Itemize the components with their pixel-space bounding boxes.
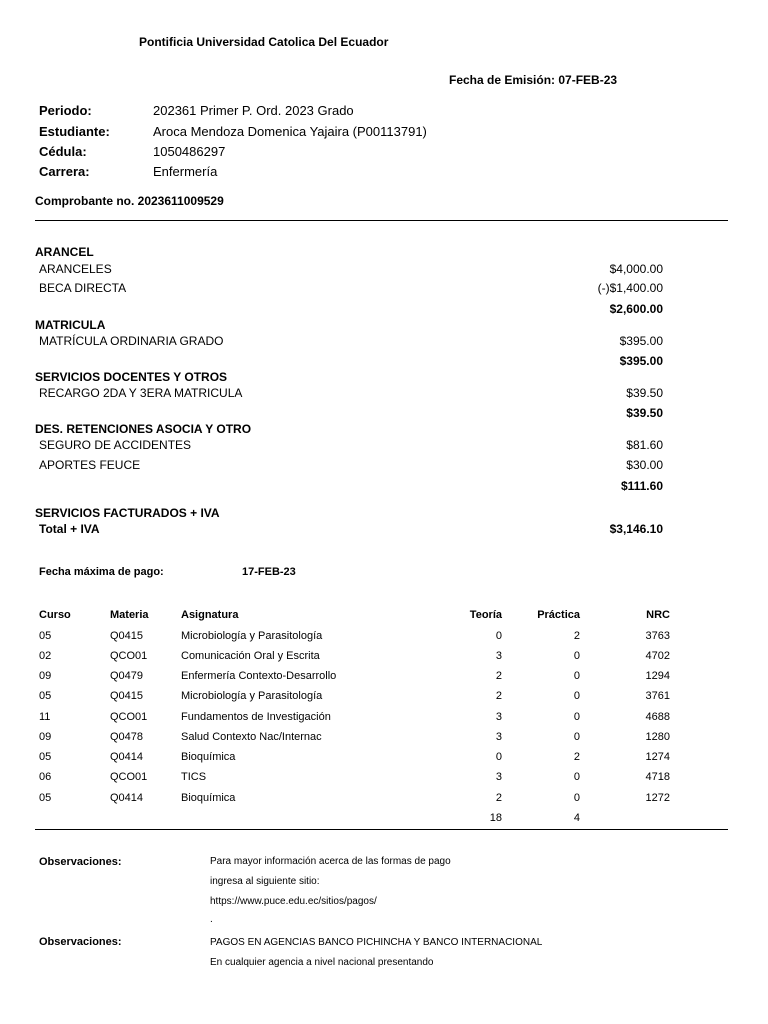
- estudiante-value: Aroca Mendoza Domenica Yajaira (P00113791): [153, 124, 427, 139]
- cell-nrc: 1294: [645, 670, 670, 682]
- periodo-label: Periodo:: [39, 103, 92, 118]
- cell-nrc: 3763: [645, 630, 670, 642]
- cell-practica: 0: [573, 670, 580, 682]
- cell-teoria: 2: [495, 670, 502, 682]
- cell-practica: 2: [573, 751, 580, 763]
- section-subtotal: $39.50: [626, 406, 663, 420]
- cell-materia: Q0414: [110, 792, 144, 804]
- table-row: [0, 731, 768, 751]
- cell-curso: 05: [39, 630, 52, 642]
- cell-curso: 09: [39, 731, 52, 743]
- cell-nrc: 1274: [645, 751, 670, 763]
- cell-practica: 0: [573, 690, 580, 702]
- section-retenciones-title: DES. RETENCIONES ASOCIA Y OTRO: [35, 422, 252, 436]
- section-facturados-title: SERVICIOS FACTURADOS + IVA: [35, 506, 220, 520]
- table-row: [0, 792, 768, 812]
- cell-teoria: 3: [495, 731, 502, 743]
- cell-practica: 0: [573, 771, 580, 783]
- emission-date: Fecha de Emisión: 07-FEB-23: [449, 73, 618, 87]
- cell-curso: 11: [39, 711, 51, 723]
- observation-line: Para mayor información acerca de las formas de pago: [210, 856, 451, 867]
- comprobante-number: Comprobante no. 2023611009529: [35, 194, 224, 208]
- total-amount: $3,146.10: [609, 522, 663, 536]
- cell-materia: Q0415: [110, 630, 144, 642]
- cell-nrc: 4702: [645, 650, 670, 662]
- observation-line: En cualquier agencia a nivel nacional presentando: [210, 957, 434, 968]
- cell-teoria: 2: [495, 792, 502, 804]
- cell-practica: 0: [573, 792, 580, 804]
- cedula-label: Cédula:: [39, 144, 87, 159]
- observations-label: Observaciones:: [39, 936, 122, 948]
- section-subtotal: $2,600.00: [609, 302, 663, 316]
- section-subtotal: $395.00: [619, 354, 663, 368]
- total-teoria: 18: [489, 812, 502, 824]
- cell-practica: 0: [573, 711, 580, 723]
- cell-practica: 0: [573, 731, 580, 743]
- cell-asignatura: Bioquímica: [181, 792, 236, 804]
- carrera-value: Enfermería: [153, 164, 218, 179]
- cell-curso: 05: [39, 792, 52, 804]
- carrera-label: Carrera:: [39, 164, 90, 179]
- cell-curso: 06: [39, 771, 52, 783]
- section-matricula-title: MATRICULA: [35, 318, 106, 332]
- cell-asignatura: TICS: [181, 771, 207, 783]
- cell-curso: 09: [39, 670, 52, 682]
- charge-label: BECA DIRECTA: [39, 281, 127, 295]
- charge-label: ARANCELES: [39, 262, 112, 276]
- charge-amount: $4,000.00: [609, 262, 663, 276]
- cell-materia: Q0414: [110, 751, 144, 763]
- header-asignatura: Asignatura: [181, 609, 239, 621]
- observation-line: ingresa al siguiente sitio:: [210, 876, 320, 887]
- university-name: Pontificia Universidad Catolica Del Ecuador: [139, 35, 389, 49]
- cell-nrc: 3761: [645, 690, 670, 702]
- cell-teoria: 2: [495, 690, 502, 702]
- cell-asignatura: Bioquímica: [181, 751, 236, 763]
- section-arancel-title: ARANCEL: [35, 245, 94, 259]
- cell-materia: QCO01: [110, 771, 148, 783]
- section-subtotal: $111.60: [620, 479, 663, 493]
- cell-asignatura: Fundamentos de Investigación: [181, 711, 331, 723]
- cell-curso: 05: [39, 690, 52, 702]
- courses-header-row: [0, 609, 768, 629]
- cell-curso: 05: [39, 751, 52, 763]
- cell-asignatura: Microbiología y Parasitología: [181, 690, 323, 702]
- divider-top: [35, 220, 728, 221]
- cell-teoria: 0: [495, 751, 502, 763]
- charge-amount: $39.50: [626, 386, 663, 400]
- charge-amount: (-)$1,400.00: [597, 281, 663, 295]
- table-row: [0, 751, 768, 771]
- cell-teoria: 0: [495, 630, 502, 642]
- payment-deadline-value: 17-FEB-23: [242, 566, 296, 578]
- observation-line: .: [210, 914, 213, 925]
- cell-materia: Q0415: [110, 690, 144, 702]
- charge-label: APORTES FEUCE: [39, 458, 141, 472]
- cell-nrc: 4718: [645, 771, 670, 783]
- charge-amount: $81.60: [626, 438, 663, 452]
- observation-line: PAGOS EN AGENCIAS BANCO PICHINCHA Y BANCO INTERNACIONAL: [210, 937, 543, 948]
- total-label: Total + IVA: [39, 522, 100, 536]
- table-row: [0, 630, 768, 650]
- charge-label: SEGURO DE ACCIDENTES: [39, 438, 192, 452]
- observations-label: Observaciones:: [39, 856, 122, 868]
- divider-bottom: [35, 829, 728, 830]
- cedula-value: 1050486297: [153, 144, 226, 159]
- table-row: [0, 771, 768, 791]
- table-row: [0, 711, 768, 731]
- periodo-value: 202361 Primer P. Ord. 2023 Grado: [153, 103, 354, 118]
- cell-practica: 2: [573, 630, 580, 642]
- cell-practica: 0: [573, 650, 580, 662]
- header-curso: Curso: [39, 609, 71, 621]
- observation-link[interactable]: https://www.puce.edu.ec/sitios/pagos/: [210, 896, 377, 907]
- charge-amount: $395.00: [619, 334, 663, 348]
- cell-materia: Q0478: [110, 731, 144, 743]
- cell-asignatura: Salud Contexto Nac/Internac: [181, 731, 322, 743]
- charge-label: RECARGO 2DA Y 3ERA MATRICULA: [39, 386, 243, 400]
- cell-nrc: 4688: [645, 711, 670, 723]
- cell-nrc: 1280: [645, 731, 670, 743]
- header-materia: Materia: [110, 609, 149, 621]
- header-nrc: NRC: [646, 609, 670, 621]
- cell-asignatura: Microbiología y Parasitología: [181, 630, 323, 642]
- header-teoria: Teoría: [469, 609, 502, 621]
- table-row: [0, 690, 768, 710]
- section-servicios-title: SERVICIOS DOCENTES Y OTROS: [35, 370, 228, 384]
- header-practica: Práctica: [537, 609, 580, 621]
- cell-teoria: 3: [495, 711, 502, 723]
- cell-materia: QCO01: [110, 711, 148, 723]
- table-row: [0, 670, 768, 690]
- table-row: [0, 650, 768, 670]
- cell-teoria: 3: [495, 771, 502, 783]
- cell-materia: Q0479: [110, 670, 144, 682]
- cell-teoria: 3: [495, 650, 502, 662]
- charge-amount: $30.00: [626, 458, 663, 472]
- cell-asignatura: Enfermería Contexto-Desarrollo: [181, 670, 337, 682]
- payment-deadline-label: Fecha máxima de pago:: [39, 566, 164, 578]
- cell-nrc: 1272: [645, 792, 670, 804]
- cell-materia: QCO01: [110, 650, 148, 662]
- total-practica: 4: [573, 812, 580, 824]
- charge-label: MATRÍCULA ORDINARIA GRADO: [39, 334, 224, 348]
- cell-curso: 02: [39, 650, 52, 662]
- estudiante-label: Estudiante:: [39, 124, 110, 139]
- cell-asignatura: Comunicación Oral y Escrita: [181, 650, 320, 662]
